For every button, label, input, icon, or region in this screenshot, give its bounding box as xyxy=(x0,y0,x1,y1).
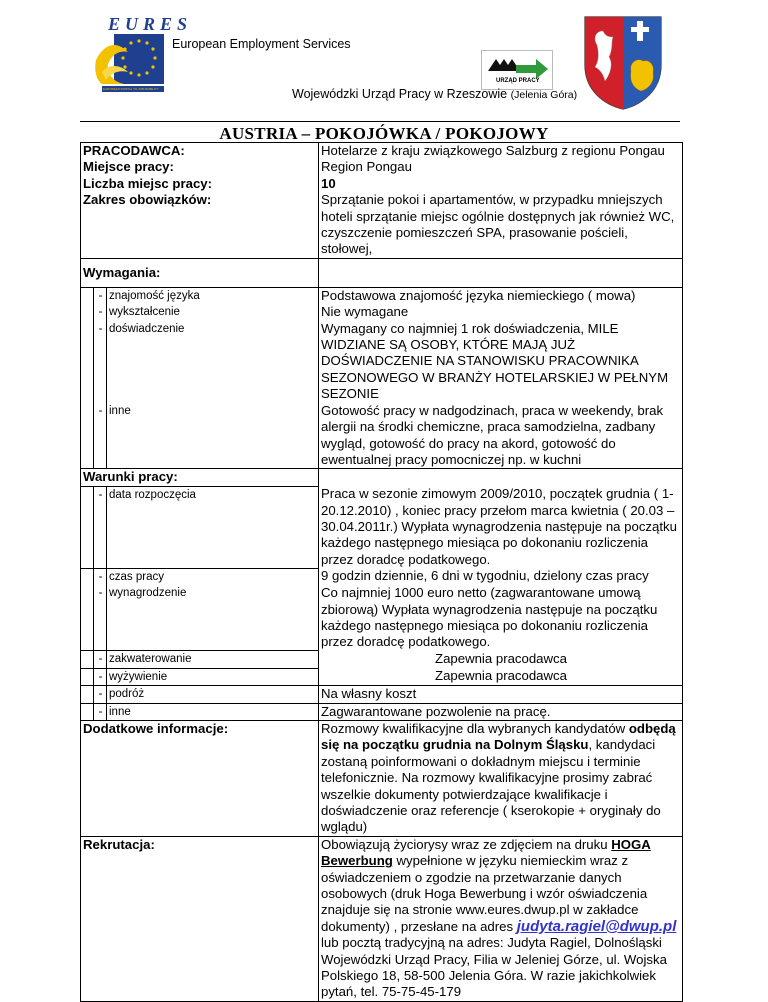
place-value: Region Pongau xyxy=(321,159,412,175)
duties-value: Sprzątanie pokoi i apartamentów, w przypadku mniejszych hoteli sprzątanie miejsc ogólnie dostępnych jak również WC, czyszczenie pomieszczeń SPA, prasowanie pościeli, stołowej, xyxy=(321,192,675,257)
dash: - xyxy=(98,306,103,319)
row-experience xyxy=(81,321,683,403)
recruitment-value xyxy=(319,836,683,1001)
row-travel xyxy=(81,686,683,703)
count-label: Liczba miejsc pracy: xyxy=(83,175,213,191)
education-label: wykształcenie xyxy=(109,306,180,319)
req-other-value: Gotowość pracy w nadgodzinach, praca w weekendy, brak alergii na środki chemiczne, praca samodzielna, zadbany wygląd, gotowość do pracy na akord, gotowość do ewentualnej pracy pomocniczej np. w kuchni xyxy=(321,402,664,467)
office-name: Wojewódzki Urząd Pracy w Rzeszowie xyxy=(292,87,508,101)
eures-logo-text: EURES xyxy=(108,14,193,34)
salary-value: Co najmniej 1000 euro netto (zagwarantowane umową zbiorową) Wypłata wynagrodzenia następuje na początku każdego następnego miesiąca po dokonaniu rozliczenia przez doradcę podatkowego. xyxy=(321,585,658,650)
requirements-label: Wymagania: xyxy=(83,264,161,280)
eures-logo xyxy=(94,14,193,94)
coat-of-arms-icon xyxy=(583,15,663,110)
row-food xyxy=(81,668,683,685)
dash: - xyxy=(98,670,103,683)
additional-bold: odbędą się na początku grudnia na Dolnym Śląsku xyxy=(321,720,676,753)
header-rule xyxy=(80,121,680,122)
header-subtitle: European Employment Services xyxy=(172,37,351,51)
recruitment-text-mid: wypełnione w języku niemieckim wraz z oświadczeniem o zgodzie na przetwarzanie danych osobowych (druk Hoga Bewerbung i wzór oświadczenia znajduje się na stronie www.eures.dwup.pl w zakładce dokumenty) , przesłane na adres xyxy=(321,853,648,934)
row-conditions-heading xyxy=(81,469,683,486)
row-duties xyxy=(81,192,683,258)
row-start xyxy=(81,486,683,568)
row-education xyxy=(81,304,683,320)
start-label: data rozpoczęcia xyxy=(109,488,196,501)
additional-value xyxy=(319,720,683,836)
hours-label: czas pracy xyxy=(109,570,164,583)
count-value: 10 xyxy=(321,175,336,191)
salary-label: wynagrodzenie xyxy=(109,587,187,600)
housing-label: zakwaterowanie xyxy=(109,653,192,666)
office-note: (Jelenia Góra) xyxy=(510,89,578,101)
travel-value: Na własny koszt xyxy=(321,686,417,702)
dash: - xyxy=(98,404,103,417)
row-housing xyxy=(81,651,683,668)
place-label: Miejsce pracy: xyxy=(83,159,174,175)
row-hours xyxy=(81,568,683,585)
wup-logo-text: URZĄD PRACY xyxy=(496,78,540,84)
additional-label: Dodatkowe informacje: xyxy=(83,720,229,736)
row-additional xyxy=(81,720,683,836)
recruitment-text: Obowiązują życiorysy wraz ze zdjęciem na druku xyxy=(321,836,612,852)
dash: - xyxy=(98,705,103,718)
conditions-label: Warunki pracy: xyxy=(83,469,178,485)
row-language xyxy=(81,287,683,304)
wup-logo xyxy=(481,50,553,90)
row-req-other xyxy=(81,403,683,469)
cond-other-value: Zagwarantowane pozwolenie na pracę. xyxy=(321,703,551,719)
row-cond-other xyxy=(81,703,683,720)
employer-value: Hotelarze z kraju związkowego Salzburg z regionu Pongau xyxy=(321,143,665,158)
recruitment-text-end: lub pocztą tradycyjną na adres: Judyta Ragiel, Dolnośląski Wojewódzki Urząd Pracy, Filia w Jeleniej Górze, ul. Wojska Polskiego 18, 58-500 Jelenia Góra. W razie jakichkolwiek pytań, tel. 75-75-45-179 xyxy=(321,935,667,1000)
travel-label: podróż xyxy=(109,688,145,701)
dash: - xyxy=(98,653,103,666)
hours-value: 9 godzin dziennie, 6 dni w tygodniu, dzielony czas pracy xyxy=(321,568,649,584)
dash: - xyxy=(98,587,103,600)
housing-value: Zapewnia pracodawca xyxy=(435,650,567,666)
header-office xyxy=(292,87,577,101)
food-label: wyżywienie xyxy=(109,670,168,683)
row-requirements-heading xyxy=(81,258,683,287)
coat-of-arms xyxy=(583,15,663,110)
language-label: znajomość języka xyxy=(109,289,200,302)
language-value: Podstawowa znajomość języka niemieckiego ( mowa) xyxy=(321,287,636,303)
dash: - xyxy=(98,688,103,701)
education-value: Nie wymagane xyxy=(321,304,409,320)
experience-label: doświadczenie xyxy=(109,322,185,335)
dash: - xyxy=(98,570,103,583)
req-other-label: inne xyxy=(109,404,131,417)
dash: - xyxy=(98,322,103,335)
additional-text: Rozmowy kwalifikacyjne dla wybranych kandydatów xyxy=(321,720,629,736)
food-value: Zapewnia pracodawca xyxy=(435,668,567,684)
row-count xyxy=(81,176,683,192)
row-salary xyxy=(81,585,683,651)
job-offer-table xyxy=(80,142,683,1002)
row-employer xyxy=(81,143,683,160)
dash: - xyxy=(98,289,103,302)
hoga-bewerbung: HOGA Bewerbung xyxy=(321,836,651,869)
row-place xyxy=(81,159,683,175)
experience-value: Wymagany co najmniej 1 rok doświadczenia, MILE WIDZIANE SĄ OSOBY, KTÓRE MAJĄ JUŻ DOŚWIADCZENIE NA STANOWISKU PRACOWNIKA SEZONOWEGO W BRANŻY HOTELARSKIEJ W PEŁNYM SEZONIE xyxy=(321,320,669,402)
dash: - xyxy=(98,488,103,501)
eures-tagline: EUROPEAN PORTAL TO JOB MOBILITY xyxy=(103,87,159,91)
employer-label: PRACODAWCA: xyxy=(83,143,185,158)
additional-text-end: , kandydaci zostaną poinformowani o dokładnym miejscu i terminie telefonicznie. Na rozmowy kwalifikacyjne prosimy zabrać wszelkie dokumenty potwierdzające kwalifikacje i doświadczenie oraz referencje ( kserokopie + oryginały do wglądu) xyxy=(321,737,661,835)
email-link[interactable]: judyta.ragiel@dwup.pl xyxy=(516,917,677,935)
duties-label: Zakres obowiązków: xyxy=(83,192,212,208)
cond-other-label: inne xyxy=(109,705,131,718)
row-recruitment xyxy=(81,836,683,1001)
page-title: AUSTRIA – POKOJÓWKA / POKOJOWY xyxy=(219,124,549,143)
recruitment-label: Rekrutacja: xyxy=(83,836,155,852)
start-value: Praca w sezonie zimowym 2009/2010, początek grudnia ( 1-20.12.2010) , koniec pracy przełom marca kwietnia ( 20.03 – 30.04.2011r.) Wypłata wynagrodzenia następuje na początku każdego następnego miesiąca po dokonaniu rozliczenia przez doradcę podatkowego. xyxy=(321,486,677,567)
